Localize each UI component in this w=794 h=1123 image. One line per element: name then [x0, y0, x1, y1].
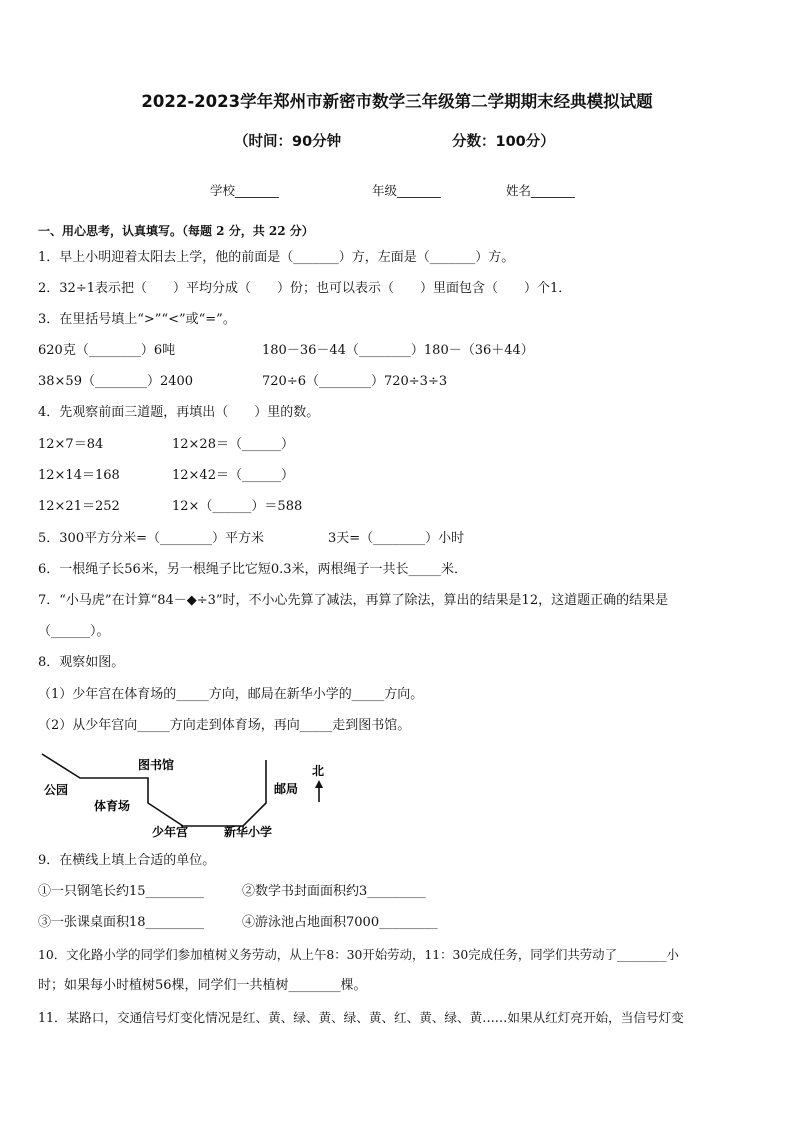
q4-item: 12×42＝（______） — [172, 468, 294, 483]
map-label-youth-palace: 少年宫 — [152, 825, 189, 839]
question-2: 2．32÷1表示把（ ）平均分成（ ）份；也可以表示（ ）里面包含（ ）个1． — [38, 281, 572, 296]
question-5b: 3天=（________）小时 — [328, 531, 465, 546]
question-1: 1．早上小明迎着太阳去上学，他的前面是（_______）方，左面是（_______）方。 — [38, 250, 515, 265]
question-10: 10．文化路小学的同学们参加植树义务劳动，从上午8：30开始劳动，11：30完成任务，同学们共劳动了________小 — [38, 947, 679, 962]
question-7: 7．“小马虎”在计算“84－◆÷3”时，不小心先算了减法，再算了除法，算出的结果是12，这道题正确的结果是 — [38, 593, 669, 608]
exam-time: （时间：90分钟 — [234, 134, 342, 150]
q9-item: ④游泳池占地面积7000_________ — [242, 915, 438, 930]
q3-item: 720÷6（________）720÷3÷3 — [262, 374, 448, 389]
question-5a: 5．300平方分米=（________）平方米 — [38, 531, 264, 546]
question-4: 4．先观察前面三道题，再填出（ ）里的数。 — [38, 405, 320, 420]
map-label-library: 图书馆 — [138, 758, 175, 772]
map-label-school: 新华小学 — [224, 825, 273, 839]
q3-item: 620克（________）6吨 — [38, 343, 176, 358]
q4-item: 12×14＝168 — [38, 468, 120, 483]
question-11: 11．某路口，交通信号灯变化情况是红、黄、绿、黄、绿、黄、红、黄、绿、黄……如果从红灯亮开始，当信号灯变 — [38, 1010, 684, 1025]
q4-item: 12×（______）＝588 — [172, 499, 303, 514]
north-label: 北 — [312, 764, 325, 778]
exam-score: 分数：100分） — [452, 134, 555, 150]
question-8-2: （2）从少年宫向_____方向走到体育场，再向_____走到图书馆。 — [38, 718, 411, 733]
map-label-stadium: 体育场 — [94, 799, 131, 813]
q9-item: ①一只钢笔长约15_________ — [38, 884, 205, 899]
question-10-line2: 时；如果每小时植树56棵，同学们一共植树________棵。 — [38, 978, 367, 993]
question-9: 9．在横线上填上合适的单位。 — [38, 853, 216, 868]
section-heading: 一、用心思考，认真填写。（每题 2 分，共 22 分） — [38, 224, 314, 238]
question-3: 3．在里括号填上“>”“<”或“=”。 — [38, 312, 236, 327]
grade-field: 年级_______ — [372, 183, 441, 198]
q4-item: 12×28＝（______） — [172, 437, 294, 452]
q9-item: ②数学书封面面积约3_________ — [242, 884, 426, 899]
map-label-post-office: 邮局 — [274, 782, 299, 796]
q3-item: 180－36－44（________）180－（36＋44） — [262, 343, 534, 358]
school-field: 学校_______ — [210, 183, 279, 198]
q3-item: 38×59（________）2400 — [38, 374, 194, 389]
map-label-park: 公园 — [44, 783, 69, 797]
question-6: 6．一根绳子长56米，另一根绳子比它短0.3米，两根绳子一共长_____米． — [38, 562, 467, 577]
name-field: 姓名_______ — [506, 183, 575, 198]
q4-item: 12×7＝84 — [38, 437, 104, 452]
q9-item: ③一张课桌面积18_________ — [38, 915, 205, 930]
q4-item: 12×21＝252 — [38, 499, 120, 514]
exam-title: 2022-2023学年郑州市新密市数学三年级第二学期期末经典模拟试题 — [141, 92, 653, 111]
direction-map — [38, 748, 338, 844]
question-8: 8．观察如图。 — [38, 655, 125, 670]
question-7-answer: （______）。 — [38, 624, 110, 639]
question-8-1: （1）少年宫在体育场的_____方向，邮局在新华小学的_____方向。 — [38, 687, 424, 702]
north-arrow-head-icon — [315, 780, 323, 788]
